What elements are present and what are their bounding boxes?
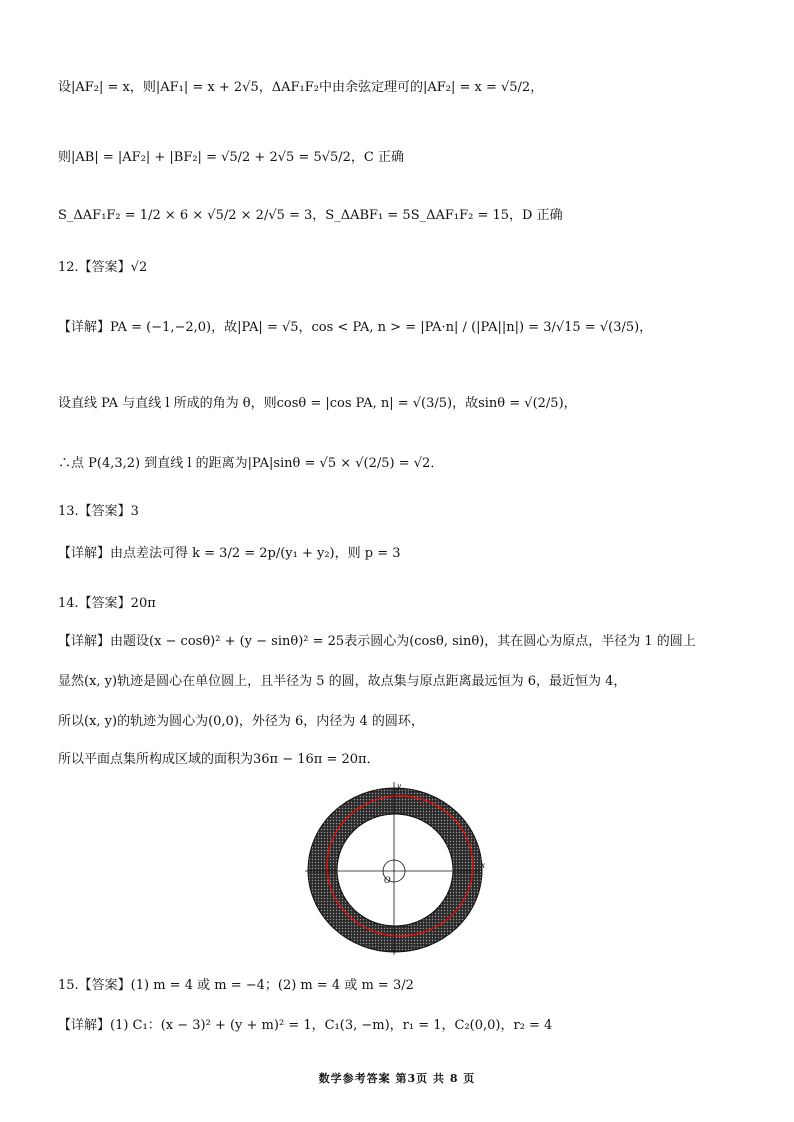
answer-13 xyxy=(58,502,754,522)
detail-14-c xyxy=(58,712,754,732)
detail-12-b xyxy=(58,394,754,414)
detail-14-a xyxy=(58,632,754,652)
detail-14-a-text: 【详解】由题设(x − cosθ)² + (y − sinθ)² = 25表示圆心为(cosθ, sinθ)，其在圆心为原点，半径为 1 的圆上 xyxy=(58,634,696,649)
detail-15 xyxy=(58,1016,754,1036)
answer-15-text: 15.【答案】(1) m = 4 或 m = −4；(2) m = 4 或 m = 3/2 xyxy=(58,978,414,993)
detail-14-b xyxy=(58,672,754,692)
detail-13 xyxy=(58,544,754,564)
detail-15-text: 【详解】(1) C₁：(x − 3)² + (y + m)² = 1，C₁(3, −m)，r₁ = 1，C₂(0,0)，r₂ = 4 xyxy=(58,1018,553,1033)
detail-12-c-text: ∴点 P(4,3,2) 到直线 l 的距离为|PA|sinθ = √5 × √(2/5) = √2． xyxy=(58,456,444,471)
page-footer: 数学参考答案 第3页 共 8 页 xyxy=(318,1072,476,1085)
answer-14 xyxy=(58,594,754,614)
detail-14-b-text: 显然(x, y)轨迹是圆心在单位圆上，且半径为 5 的圆，故点集与原点距离最远恒为 6，最近恒为 4， xyxy=(58,674,627,689)
detail-14-d xyxy=(58,750,754,770)
line-2-text: 则|AB| = |AF₂| + |BF₂| = √5/2 + 2√5 = 5√5/2，C 正确 xyxy=(58,150,404,165)
text-line-2 xyxy=(58,148,754,168)
detail-14-d-text: 所以平面点集所构成区域的面积为36π − 16π = 20π． xyxy=(58,752,380,767)
annulus-region xyxy=(308,788,482,952)
detail-12-a-text: 【详解】PA = (−1,−2,0)，故|PA| = √5，cos < PA, n > = |PA·n| / (|PA||n|) = 3/√15 = √(3/5)， xyxy=(58,320,653,335)
answer-13-text: 13.【答案】3 xyxy=(58,504,139,519)
y-axis-label: y xyxy=(397,781,401,791)
detail-13-text: 【详解】由点差法可得 k = 3/2 = 2p/(y₁ + y₂)，则 p = 3 xyxy=(58,546,401,561)
line-3-text: S_ΔAF₁F₂ = 1/2 × 6 × √5/2 × 2/√5 = 3，S_ΔABF₁ = 5S_ΔAF₁F₂ = 15，D 正确 xyxy=(58,208,563,223)
inner-boundary xyxy=(337,814,453,926)
text-line-3 xyxy=(58,206,754,226)
detail-14-c-text: 所以(x, y)的轨迹为圆心为(0,0)，外径为 6，内径为 4 的圆环， xyxy=(58,714,424,729)
text-line-1 xyxy=(58,78,754,98)
answer-12-text: 12.【答案】√2 xyxy=(58,260,148,275)
detail-12-a xyxy=(58,318,754,338)
answer-12 xyxy=(58,258,754,278)
annulus-figure xyxy=(305,780,490,955)
detail-12-c xyxy=(58,454,754,474)
answer-15 xyxy=(58,976,754,996)
origin-label: O xyxy=(384,875,391,885)
detail-12-b-text: 设直线 PA 与直线 l 所成的角为 θ，则cosθ = |cos PA, n| = √(3/5)，故sinθ = √(2/5)， xyxy=(58,396,577,411)
answer-14-text: 14.【答案】20π xyxy=(58,596,156,611)
x-axis-label: x xyxy=(481,860,485,870)
line-1-text: 设|AF₂| = x，则|AF₁| = x + 2√5，ΔAF₁F₂中由余弦定理可的|AF₂| = x = √5/2， xyxy=(58,80,544,95)
